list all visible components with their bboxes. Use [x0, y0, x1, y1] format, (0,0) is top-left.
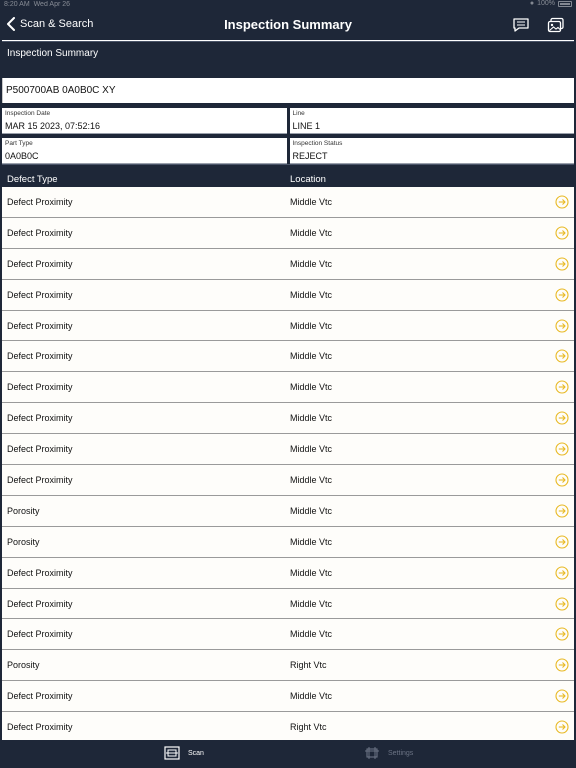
page-title: Inspection Summary [224, 17, 352, 32]
arrow-circle-right-icon[interactable] [555, 195, 569, 209]
inspection-status-value: REJECT [292, 151, 328, 161]
table-row[interactable] [2, 403, 574, 434]
tab-settings[interactable] [364, 746, 413, 760]
defect-type-cell: Porosity [7, 505, 40, 516]
table-row[interactable] [2, 712, 574, 740]
location-cell: Middle Vtc [290, 691, 333, 702]
table-row[interactable] [2, 218, 574, 249]
location-cell: Middle Vtc [290, 227, 333, 238]
tab-scan-label: Scan [188, 749, 204, 757]
arrow-circle-right-icon[interactable] [555, 627, 569, 641]
arrow-circle-right-icon[interactable] [555, 504, 569, 518]
location-cell: Middle Vtc [290, 351, 333, 362]
defect-type-cell: Defect Proximity [7, 444, 73, 455]
arrow-circle-right-icon[interactable] [555, 226, 569, 240]
part-type-value: 0A0B0C [5, 151, 39, 161]
location-cell: Middle Vtc [290, 505, 333, 516]
inspection-date-field [2, 108, 287, 134]
status-bar [0, 0, 576, 11]
table-row[interactable] [2, 280, 574, 311]
table-row[interactable] [2, 681, 574, 712]
field-row-1 [2, 108, 574, 134]
part-type-field [2, 138, 287, 164]
tab-scan[interactable] [164, 746, 204, 760]
inspection-summary-content [2, 40, 574, 740]
defect-type-cell: Defect Proximity [7, 413, 73, 424]
defect-table-header [2, 164, 574, 187]
location-cell: Middle Vtc [290, 629, 333, 640]
defect-type-cell: Defect Proximity [7, 722, 73, 733]
scan-icon [164, 746, 180, 760]
table-row[interactable] [2, 496, 574, 527]
location-cell: Middle Vtc [290, 598, 333, 609]
comment-icon[interactable] [512, 17, 530, 33]
table-row[interactable] [2, 527, 574, 558]
status-indicators [530, 0, 572, 7]
photo-gallery-icon[interactable] [547, 17, 565, 33]
tab-settings-label: Settings [388, 749, 414, 757]
defect-type-cell: Defect Proximity [7, 475, 73, 486]
table-row[interactable] [2, 249, 574, 280]
section-header: Inspection Summary [2, 41, 574, 65]
defect-type-cell: Defect Proximity [7, 351, 73, 362]
defect-type-cell: Defect Proximity [7, 197, 73, 207]
arrow-circle-right-icon[interactable] [555, 288, 569, 302]
location-cell: Middle Vtc [290, 258, 333, 269]
settings-icon [364, 746, 380, 760]
table-row[interactable] [2, 372, 574, 403]
back-label: Scan & Search [20, 18, 94, 30]
inspection-status-field [290, 138, 575, 164]
arrow-circle-right-icon[interactable] [555, 442, 569, 456]
arrow-circle-right-icon[interactable] [555, 257, 569, 271]
field-row-2 [2, 138, 574, 164]
tab-bar [0, 740, 576, 768]
table-row[interactable] [2, 619, 574, 650]
defect-type-cell: Defect Proximity [7, 227, 73, 238]
navigation-bar [0, 11, 576, 40]
location-cell: Middle Vtc [290, 475, 333, 486]
defect-type-cell: Defect Proximity [7, 629, 73, 640]
defect-type-cell: Defect Proximity [7, 691, 73, 702]
spacer [2, 65, 574, 78]
arrow-circle-right-icon[interactable] [555, 349, 569, 363]
arrow-circle-right-icon[interactable] [555, 720, 569, 734]
arrow-circle-right-icon[interactable] [555, 411, 569, 425]
arrow-circle-right-icon[interactable] [555, 535, 569, 549]
defect-type-cell: Defect Proximity [7, 289, 73, 300]
arrow-circle-right-icon[interactable] [555, 566, 569, 580]
location-cell: Right Vtc [290, 660, 327, 671]
location-cell: Middle Vtc [290, 413, 333, 424]
line-label: Line [292, 110, 305, 117]
location-cell: Right Vtc [290, 722, 327, 733]
defect-type-cell: Porosity [7, 536, 40, 547]
line-field [290, 108, 575, 134]
defect-type-cell: Porosity [7, 660, 40, 671]
inspection-date-value: MAR 15 2023, 07:52:16 [5, 121, 101, 131]
part-type-label: Part Type [5, 140, 33, 147]
arrow-circle-right-icon[interactable] [555, 597, 569, 611]
line-value: LINE 1 [292, 121, 321, 131]
arrow-circle-right-icon[interactable] [555, 380, 569, 394]
arrow-circle-right-icon[interactable] [555, 473, 569, 487]
inspection-status-label: Inspection Status [292, 140, 343, 147]
column-header-location: Location [290, 174, 326, 185]
location-cell: Middle Vtc [290, 320, 333, 331]
table-row[interactable] [2, 341, 574, 372]
table-row[interactable] [2, 187, 574, 218]
location-cell: Middle Vtc [290, 197, 333, 207]
location-cell: Middle Vtc [290, 536, 333, 547]
location-cell: Middle Vtc [290, 382, 333, 393]
arrow-circle-right-icon[interactable] [555, 658, 569, 672]
arrow-circle-right-icon[interactable] [555, 689, 569, 703]
table-row[interactable] [2, 650, 574, 681]
location-cell: Middle Vtc [290, 289, 333, 300]
defect-type-cell: Defect Proximity [7, 598, 73, 609]
defect-type-cell: Defect Proximity [7, 567, 73, 578]
inspection-date-label: Inspection Date [5, 110, 51, 117]
defect-type-cell: Defect Proximity [7, 382, 73, 393]
location-cell: Middle Vtc [290, 567, 333, 578]
table-row[interactable] [2, 434, 574, 465]
part-id: P500700AB 0A0B0C XY [2, 78, 574, 103]
defect-table [2, 187, 574, 740]
table-row[interactable] [2, 589, 574, 620]
table-row[interactable] [2, 311, 574, 342]
table-row[interactable] [2, 558, 574, 589]
location-cell: Middle Vtc [290, 444, 333, 455]
battery-percent: 100% [537, 0, 555, 7]
column-header-defect-type: Defect Type [7, 174, 58, 185]
defect-type-cell: Defect Proximity [7, 258, 73, 269]
table-row[interactable] [2, 465, 574, 496]
defect-type-cell: Defect Proximity [7, 320, 73, 331]
battery-icon [558, 1, 572, 7]
status-time: 8:20 AM Wed Apr 26 [4, 1, 71, 8]
wifi-icon: ● [529, 0, 535, 7]
arrow-circle-right-icon[interactable] [555, 319, 569, 333]
